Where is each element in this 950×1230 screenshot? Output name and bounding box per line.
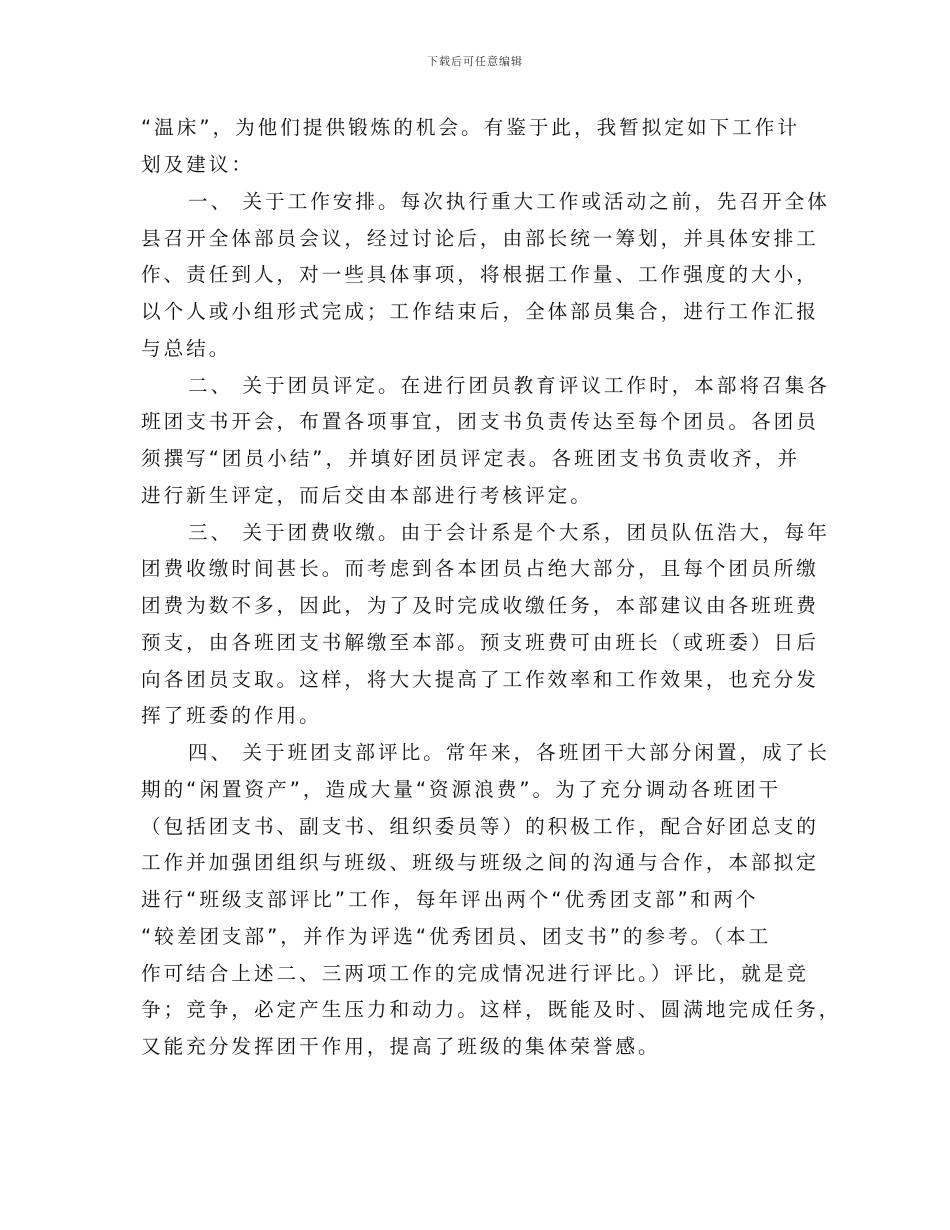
text-line: 向各团员支取。这样，将大大提高了工作效率和工作效果，也充分发 [141,668,819,691]
text-line: 又能充分发挥团干作用，提高了班级的集体荣誉感。 [141,1035,661,1058]
text-line: 团费收缴时间甚长。而考虑到各本团员占绝大部分，且每个团员所缴 [141,557,819,580]
paragraph-3-start: 三、 关于团费收缴。由于会计系是个大系，团员队伍浩大，每年 [188,521,830,544]
text-line: 与总结。 [141,337,232,360]
text-line: 进行新生评定，而后交由本部进行考核评定。 [141,484,593,507]
text-line: 作、责任到人，对一些具体事项，将根据工作量、工作强度的大小， [141,263,819,286]
paragraph-2-start: 二、 关于团员评定。在进行团员教育评议工作时，本部将召集各 [188,374,830,397]
text-line: 作可结合上述二、三两项工作的完成情况进行评比。）评比，就是竞 [141,962,810,985]
text-line: 县召开全体部员会议，经过讨论后，由部长统一筹划，并具体安排工 [141,227,819,250]
text-line: 进行“班级支部评比”工作，每年评出两个“优秀团支部”和两个 [141,888,759,911]
text-line: 划及建议： [141,153,254,176]
text-line: 预支，由各班团支书解缴至本部。预支班费可由班长（或班委）日后 [141,631,819,654]
text-line: 班团支书开会，布置各项事宜，团支书负责传达至每个团员。各团员 [141,410,819,433]
text-line: 挥了班委的作用。 [141,704,322,727]
text-line: 工作并加强团组织与班级、班级与班级之间的沟通与合作，本部拟定 [141,851,819,874]
text-line: 团费为数不多，因此，为了及时完成收缴任务，本部建议由各班班费 [141,594,819,617]
text-line: （包括团支书、副支书、组织委员等）的积极工作，配合好团总支的 [141,815,819,838]
text-line: “温床”，为他们提供锻炼的机会。有鉴于此，我暂拟定如下工作计 [141,116,800,139]
text-line: 期的“闲置资产”，造成大量“资源浪费”。为了充分调动各班团干 [141,778,782,801]
page-header: 下载后可任意编辑 [427,55,523,68]
paragraph-4-start: 四、 关于班团支部评比。常年来，各班团干大部分闲置，成了长 [188,741,830,764]
paragraph-1-start: 一、 关于工作安排。每次执行重大工作或活动之前，先召开全体 [188,190,830,213]
text-line: 争；竞争，必定产生压力和动力。这样，既能及时、圆满地完成任务， [141,998,842,1021]
text-line: 以个人或小组形式完成；工作结束后，全体部员集合，进行工作汇报 [141,300,819,323]
text-line: “较差团支部”，并作为评选“优秀团员、团支书”的参考。（本工 [141,925,772,948]
text-line: 须撰写“团员小结”，并填好团员评定表。各班团支书负责收齐，并 [141,447,800,470]
